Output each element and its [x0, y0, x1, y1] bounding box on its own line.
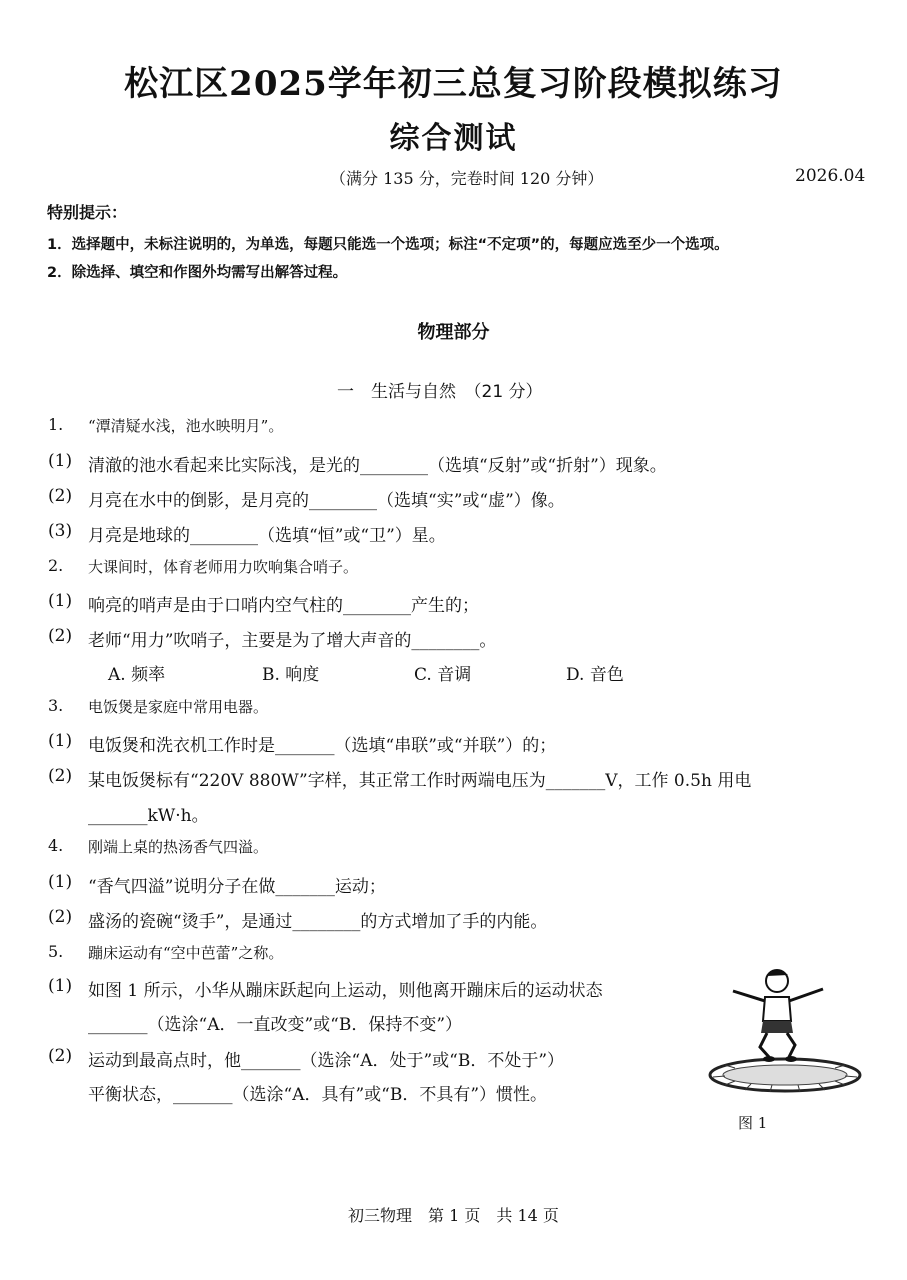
sub-question-continuation: 平衡状态，_______（选涂“A．具有”或“B．不具有”）惯性。: [88, 1085, 548, 1105]
sub-question-number: (2): [48, 626, 73, 646]
part-title: 一 生活与自然 （21 分）: [337, 382, 543, 402]
sub-question-text: 电饭煲和洗衣机工作时是_______（选填“串联”或“并联”）的；: [88, 736, 557, 756]
sub-question-text: 如图 1 所示，小华从蹦床跃起向上运动，则他离开蹦床后的运动状态: [88, 981, 603, 1001]
exam-subtitle: 综合测试: [389, 121, 518, 156]
sub-question-number: (2): [48, 907, 73, 927]
question-number: 2.: [48, 556, 64, 575]
jumper-figure: [733, 970, 823, 1062]
section-title: 物理部分: [417, 322, 490, 343]
sub-question-text: 响亮的哨声是由于口哨内空气柱的________产生的；: [88, 596, 479, 616]
option-d: D. 音色: [566, 665, 624, 685]
sub-question-text: 某电饭煲标有“220V 880W”字样，其正常工作时两端电压为_______V，工作 0.5h 用电: [88, 771, 752, 791]
trampoline-mat: [723, 1065, 847, 1085]
exam-title: 松江区2025学年初三总复习阶段模拟练习: [124, 64, 783, 104]
sub-question-number: (3): [48, 521, 73, 541]
tip-item-1: 1．选择题中，未标注说明的，为单选，每题只能选一个选项；标注“不定项”的，每题应选至少一个选项。: [47, 237, 729, 253]
sub-question-text: “香气四溢”说明分子在做_______运动；: [88, 877, 386, 897]
sub-question-number: (1): [48, 872, 73, 892]
question-number: 4.: [48, 836, 64, 855]
sub-question-continuation: _______（选涂“A．一直改变”或“B．保持不变”）: [88, 1015, 463, 1035]
exam-date: 2026.04: [795, 166, 866, 186]
sub-question-continuation: _______kW·h。: [88, 806, 209, 826]
figure-label: 图 1: [738, 1114, 768, 1132]
sub-question-number: (2): [48, 1046, 73, 1066]
sub-question-text: 老师“用力”吹哨子，主要是为了增大声音的________。: [88, 631, 497, 651]
trampoline-figure: [705, 965, 865, 1100]
question-stem: 蹦床运动有“空中芭蕾”之称。: [88, 944, 284, 962]
option-a: A. 频率: [108, 665, 166, 685]
question-number: 5.: [48, 942, 64, 961]
question-number: 1.: [48, 415, 64, 434]
sub-question-number: (1): [48, 731, 73, 751]
tip-item-2: 2．除选择、填空和作图外均需写出解答过程。: [47, 265, 348, 281]
sub-question-number: (2): [48, 766, 73, 786]
question-stem: 大课间时，体育老师用力吹响集合哨子。: [88, 558, 359, 576]
exam-meta: （满分 135 分，完卷时间 120 分钟）: [330, 169, 604, 188]
sub-question-text: 清澈的池水看起来比实际浅，是光的________（选填“反射”或“折射”）现象。: [88, 456, 667, 476]
option-c: C. 音调: [414, 665, 472, 685]
question-number: 3.: [48, 696, 64, 715]
question-stem: 刚端上桌的热汤香气四溢。: [88, 838, 269, 856]
page-footer: 初三物理 第 1 页 共 14 页: [348, 1206, 559, 1225]
sub-question-number: (1): [48, 976, 73, 996]
sub-question-text: 运动到最高点时，他_______（选涂“A．处于”或“B．不处于”）: [88, 1051, 565, 1071]
option-b: B. 响度: [262, 665, 320, 685]
sub-question-text: 盛汤的瓷碗“烫手”，是通过________的方式增加了手的内能。: [88, 912, 548, 932]
tips-heading: 特别提示：: [47, 203, 128, 222]
sub-question-number: (1): [48, 591, 73, 611]
sub-question-number: (2): [48, 486, 73, 506]
sub-question-text: 月亮是地球的________（选填“恒”或“卫”）星。: [88, 526, 446, 546]
sub-question-text: 月亮在水中的倒影，是月亮的________（选填“实”或“虚”）像。: [88, 491, 565, 511]
question-stem: 电饭煲是家庭中常用电器。: [88, 698, 269, 716]
question-stem: “潭清疑水浅，池水映明月”。: [88, 417, 284, 435]
sub-question-number: (1): [48, 451, 73, 471]
